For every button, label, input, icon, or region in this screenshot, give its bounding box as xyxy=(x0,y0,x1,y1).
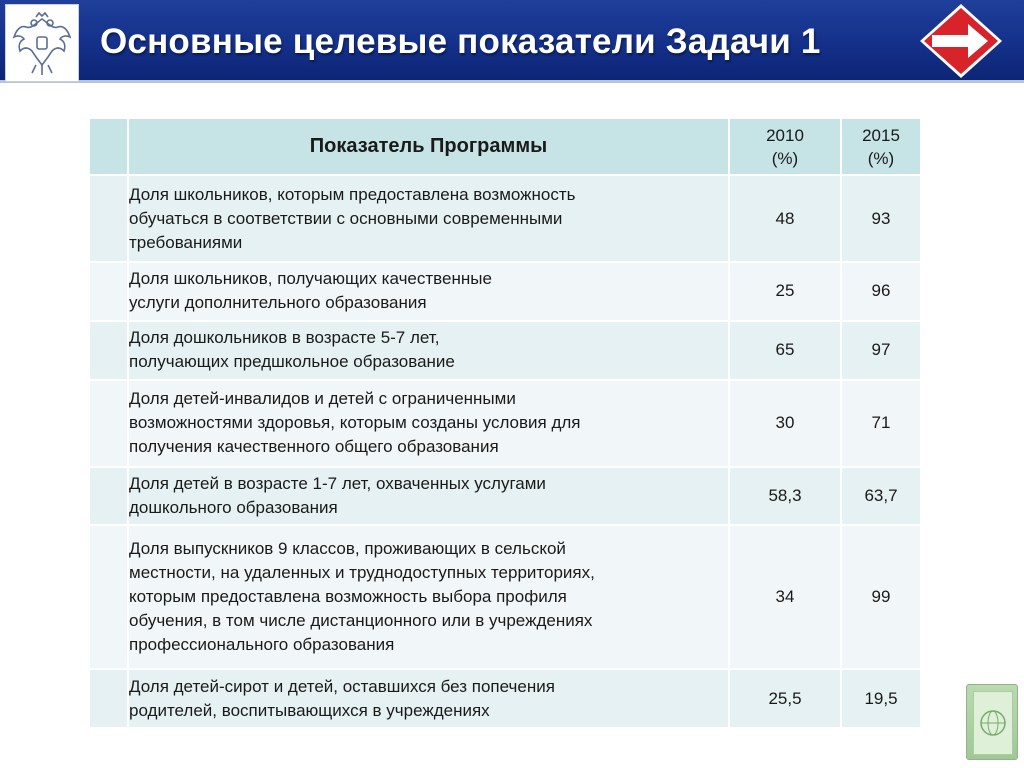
table-row xyxy=(90,322,920,379)
table-row xyxy=(90,468,920,525)
value-2010: 25,5 xyxy=(730,670,840,727)
russian-coat-of-arms-icon xyxy=(6,5,78,81)
header-indicator: Показатель Программы xyxy=(129,119,728,174)
globe-icon xyxy=(974,692,1012,754)
value-2010: 65 xyxy=(730,322,840,379)
value-2015: 71 xyxy=(842,381,920,466)
table-row xyxy=(90,176,920,261)
slide-header xyxy=(0,0,1024,82)
value-2015: 19,5 xyxy=(842,670,920,727)
value-2010: 30 xyxy=(730,381,840,466)
header-divider xyxy=(0,80,1024,83)
indicator-text: Доля дошкольников в возрасте 5-7 лет, получающих предшкольное образование xyxy=(129,322,728,379)
table-row xyxy=(90,263,920,320)
indicator-text: Доля школьников, которым предоставлена возможность обучаться в соответствии с основными современными требованиями xyxy=(129,176,728,261)
value-2010: 25 xyxy=(730,263,840,320)
value-2010: 48 xyxy=(730,176,840,261)
table-row xyxy=(90,381,920,466)
table-row xyxy=(90,670,920,727)
value-2010: 58,3 xyxy=(730,468,840,525)
header-2010: 2010 (%) xyxy=(730,119,840,174)
indicator-text: Доля школьников, получающих качественные услуги дополнительного образования xyxy=(129,263,728,320)
value-2015: 97 xyxy=(842,322,920,379)
header-blank-cell xyxy=(90,119,127,174)
indicator-text: Доля детей в возрасте 1-7 лет, охваченных услугами дошкольного образования xyxy=(129,468,728,525)
red-arrow-diamond-logo-icon xyxy=(918,2,1004,80)
value-2010: 34 xyxy=(730,526,840,668)
indicator-text: Доля выпускников 9 классов, проживающих в сельской местности, на удаленных и труднодоступных территориях, которым предоставлена возможность выбора профиля обучения, в том числе дистанционного или в учреждениях профессионального образования xyxy=(129,526,728,668)
value-2015: 99 xyxy=(842,526,920,668)
emblem-box xyxy=(5,4,79,82)
header-2015: 2015 (%) xyxy=(842,119,920,174)
page-title: Основные целевые показатели Задачи 1 xyxy=(100,22,821,61)
table-header-row xyxy=(90,119,920,174)
green-seal-stamp-icon xyxy=(966,684,1018,760)
indicator-text: Доля детей-сирот и детей, оставшихся без попечения родителей, воспитывающихся в учреждениях xyxy=(129,670,728,727)
table-row xyxy=(90,526,920,668)
value-2015: 96 xyxy=(842,263,920,320)
value-2015: 93 xyxy=(842,176,920,261)
indicators-table xyxy=(88,117,922,729)
value-2015: 63,7 xyxy=(842,468,920,525)
indicator-text: Доля детей-инвалидов и детей с ограниченными возможностями здоровья, которым созданы условия для получения качественного общего образования xyxy=(129,381,728,466)
